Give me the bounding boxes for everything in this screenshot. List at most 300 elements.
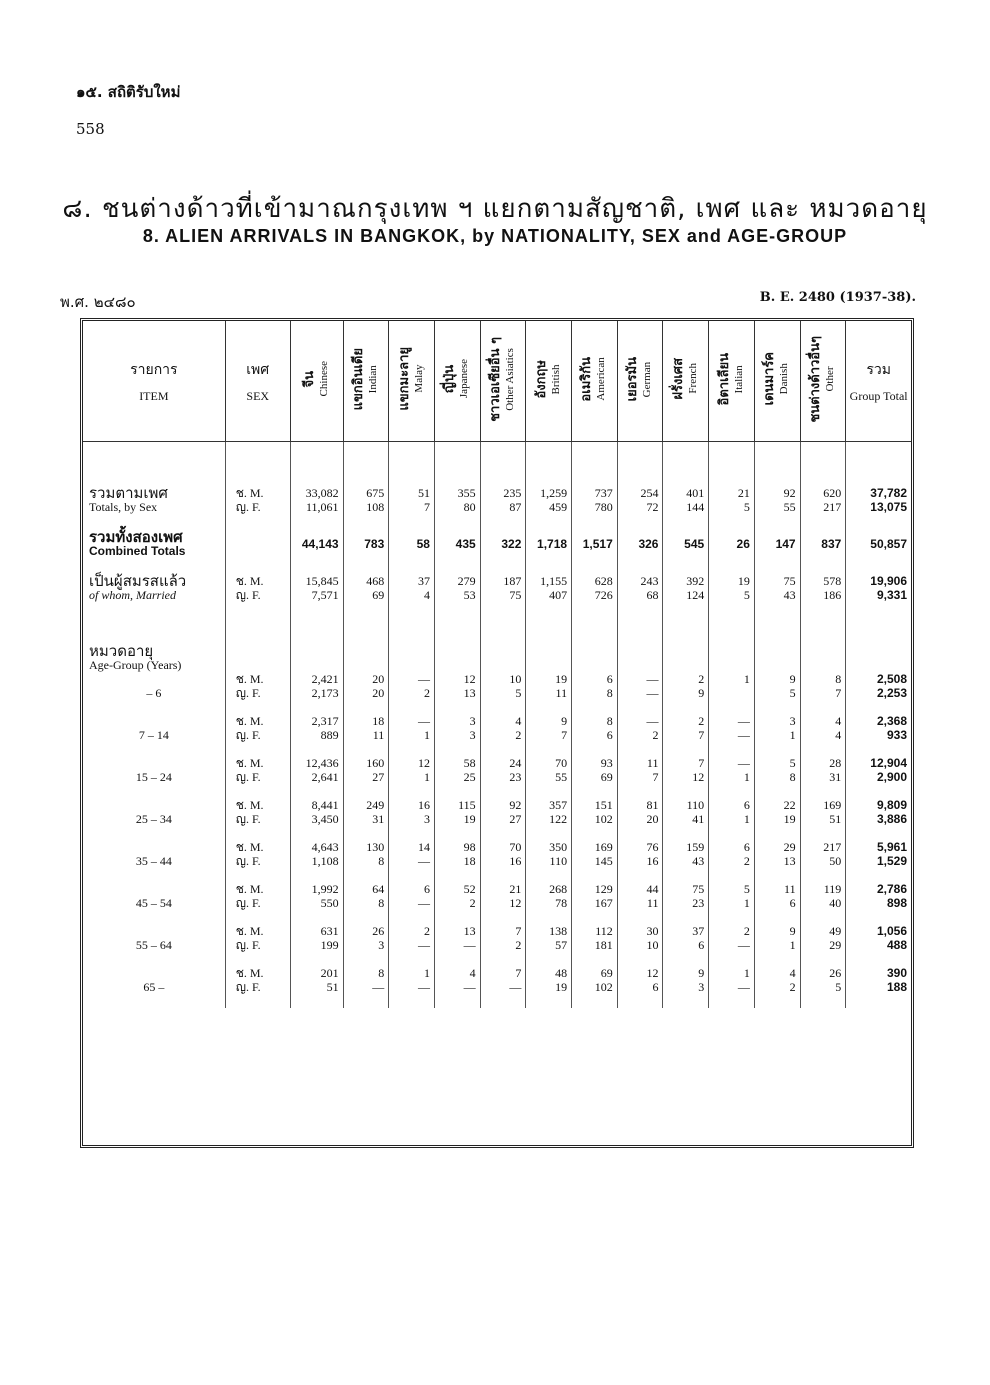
spacer-cell — [480, 442, 526, 487]
table-cell: 1,517 — [572, 514, 618, 574]
row-total-cell: 1,529 — [876, 854, 907, 868]
table-cell: 7 — [617, 770, 663, 798]
table-cell: 8 — [572, 686, 618, 714]
table-cell: 3 — [434, 728, 480, 756]
totals-label-en: Totals, by Sex — [89, 500, 158, 514]
combined-row — [83, 514, 911, 574]
table-cell: 1,718 — [526, 514, 572, 574]
table-cell: 110 — [526, 854, 572, 882]
table-cell: 13 — [434, 686, 480, 714]
table-cell: 7 — [480, 966, 526, 980]
table-cell: 80 — [434, 500, 480, 514]
table-cell: 2,421 — [290, 672, 343, 686]
table-cell: 21 — [480, 882, 526, 896]
table-cell: — — [617, 672, 663, 686]
table-cell: 23 — [663, 896, 709, 924]
spacer-cell — [290, 442, 343, 487]
col-header-danish — [754, 321, 800, 442]
age-group-range: 15 – 24 — [83, 756, 225, 798]
table-cell: 9 — [526, 714, 572, 728]
spacer-cell — [846, 602, 911, 672]
table-title-english: 8. ALIEN ARRIVALS IN BANGKOK, by NATIONALITY, SEX and AGE-GROUP — [142, 226, 848, 246]
married-row-male — [83, 574, 911, 588]
table-cell: 889 — [290, 728, 343, 756]
table-cell: 58 — [389, 514, 435, 574]
col-japanese-th: ญี่ปุ่น — [442, 364, 458, 394]
row-total-cell: 390 — [886, 966, 907, 980]
table-cell: 322 — [480, 514, 526, 574]
table-cell: — — [480, 980, 526, 1008]
table-cell: 1 — [709, 770, 755, 798]
table-cell: — — [617, 714, 663, 728]
table-body — [83, 442, 911, 1009]
table-cell: 15,845 — [290, 574, 343, 588]
table-cell: 37 — [663, 924, 709, 938]
col-german-en: German — [641, 361, 654, 397]
col-header-british — [526, 321, 572, 442]
table-cell: 18 — [434, 854, 480, 882]
table-cell: 129 — [572, 882, 618, 896]
row-total-cell: 19,906 — [870, 574, 907, 588]
age-row-male — [83, 882, 911, 896]
table-cell: 108 — [343, 500, 389, 514]
table-cell: 3 — [434, 714, 480, 728]
table-cell: 1,259 — [526, 486, 572, 500]
table-cell: 70 — [480, 840, 526, 854]
table-cell: 4 — [434, 966, 480, 980]
col-other-en: Other — [823, 366, 836, 392]
table-cell: 102 — [572, 980, 618, 1008]
col-total-th: รวม — [866, 361, 891, 378]
row-total-cell: 2,900 — [876, 770, 907, 784]
table-cell: 110 — [663, 798, 709, 812]
table-title-thai: ๘. ชนต่างด้าวที่เข้ามาณกรุงเทพ ฯ แยกตามสัญชาติ, เพศ และ หมวดอายุ — [62, 194, 928, 224]
table-cell: 2 — [709, 854, 755, 882]
table-cell: 43 — [663, 854, 709, 882]
combined-label-th: รวมทั้งสองเพศ — [89, 528, 183, 546]
table-cell: 43 — [754, 588, 800, 602]
spacer-row — [83, 442, 911, 487]
table-cell: 11,061 — [290, 500, 343, 514]
row-total-cell: 13,075 — [870, 500, 907, 514]
col-header-german — [617, 321, 663, 442]
table-cell: 18 — [343, 714, 389, 728]
sex-label-female: ญ. F. — [225, 812, 290, 840]
col-sex-en: SEX — [246, 388, 270, 403]
table-cell: 726 — [572, 588, 618, 602]
age-row-male — [83, 840, 911, 854]
table-cell: 69 — [572, 770, 618, 798]
table-cell: 81 — [617, 798, 663, 812]
sex-label-male: ช. M. — [225, 840, 290, 854]
table-cell: 55 — [754, 500, 800, 514]
year-thai: พ.ศ. ๒๔๘๐ — [60, 293, 136, 311]
spacer-cell — [434, 602, 480, 672]
table-cell: 1 — [709, 812, 755, 840]
row-total-cell: 37,782 — [870, 486, 907, 500]
table-cell: — — [389, 896, 435, 924]
data-table-frame — [80, 318, 914, 1148]
sex-label-male: ช. M. — [225, 574, 290, 588]
table-cell: 7 — [480, 924, 526, 938]
table-cell: 12 — [480, 896, 526, 924]
table-cell: 44,143 — [290, 514, 343, 574]
col-german-th: เยอรมัน — [625, 356, 641, 402]
table-cell: 235 — [480, 486, 526, 500]
table-cell: 30 — [617, 924, 663, 938]
table-cell: 20 — [617, 812, 663, 840]
col-total-en: Group Total — [849, 388, 908, 403]
married-label — [83, 574, 225, 602]
table-cell: 5 — [709, 500, 755, 514]
spacer-cell — [800, 602, 846, 672]
spacer-cell — [434, 442, 480, 487]
table-cell: 11 — [754, 882, 800, 896]
table-cell: 628 — [572, 574, 618, 588]
table-cell: 7 — [389, 500, 435, 514]
combined-label-en: Combined Totals — [89, 544, 186, 558]
sex-label-male: ช. M. — [225, 924, 290, 938]
table-cell: 3 — [754, 714, 800, 728]
table-cell: 12 — [663, 770, 709, 798]
col-chinese-en: Chinese — [317, 361, 330, 397]
row-total-cell: 933 — [886, 728, 907, 742]
spacer-cell — [290, 602, 343, 672]
table-cell: — — [389, 980, 435, 1008]
col-danish-en: Danish — [778, 363, 791, 395]
table-cell: 2 — [434, 896, 480, 924]
row-total-cell: 2,786 — [876, 882, 907, 896]
table-cell: 52 — [434, 882, 480, 896]
table-cell: 138 — [526, 924, 572, 938]
table-cell: 2 — [389, 686, 435, 714]
table-cell: 11 — [343, 728, 389, 756]
age-group-range: 45 – 54 — [83, 882, 225, 924]
table-cell: 57 — [526, 938, 572, 966]
row-total-cell: 9,331 — [876, 588, 907, 602]
col-other-th: ชนต่างด้าวอื่นๆ — [807, 335, 823, 423]
table-cell: 201 — [290, 966, 343, 980]
sex-label-female: ญ. F. — [225, 938, 290, 966]
table-cell: 27 — [480, 812, 526, 840]
table-cell: 392 — [663, 574, 709, 588]
table-cell: 254 — [617, 486, 663, 500]
table-cell: 1,108 — [290, 854, 343, 882]
spacer-cell — [572, 602, 618, 672]
married-label-th: เป็นผู้สมรสแล้ว — [89, 572, 187, 590]
sex-label-male: ช. M. — [225, 798, 290, 812]
age-group-range: 25 – 34 — [83, 798, 225, 840]
table-cell: 1 — [709, 896, 755, 924]
table-cell: 1 — [754, 938, 800, 966]
table-cell: 23 — [480, 770, 526, 798]
table-cell: 68 — [617, 588, 663, 602]
table-cell: 8 — [343, 966, 389, 980]
table-cell: — — [709, 728, 755, 756]
table-cell: 24 — [480, 756, 526, 770]
table-cell: 28 — [800, 756, 846, 770]
table-cell: 357 — [526, 798, 572, 812]
age-group-header-row — [83, 602, 911, 672]
row-total-cell: 12,904 — [870, 756, 907, 770]
table-cell: 4 — [800, 714, 846, 728]
table-cell: 8 — [572, 714, 618, 728]
table-cell: 1 — [709, 672, 755, 686]
sex-label-female: ญ. F. — [225, 896, 290, 924]
col-malay-en: Malay — [412, 364, 425, 394]
table-cell: 12 — [389, 756, 435, 770]
col-header-italian — [709, 321, 755, 442]
spacer-cell — [663, 602, 709, 672]
table-cell: 14 — [389, 840, 435, 854]
sex-label-male: ช. M. — [225, 672, 290, 686]
table-cell: 29 — [754, 840, 800, 854]
table-cell: 3,450 — [290, 812, 343, 840]
age-group-label — [83, 602, 225, 672]
table-cell: 122 — [526, 812, 572, 840]
col-malay-th: แขกมะลายู — [396, 347, 412, 411]
table-cell: 6 — [754, 896, 800, 924]
table-cell: 550 — [290, 896, 343, 924]
table-cell: 13 — [754, 854, 800, 882]
table-cell: 186 — [800, 588, 846, 602]
age-row-male — [83, 924, 911, 938]
table-cell: 4 — [800, 728, 846, 756]
col-american-th: อเมริกัน — [579, 356, 595, 402]
table-cell: 7 — [663, 728, 709, 756]
table-cell: 19 — [754, 812, 800, 840]
table-cell: 2,173 — [290, 686, 343, 714]
table-cell: 10 — [617, 938, 663, 966]
row-total-cell: 188 — [886, 980, 907, 994]
table-cell — [709, 686, 755, 714]
spacer-cell — [800, 442, 846, 487]
table-cell: 545 — [663, 514, 709, 574]
col-british-th: อังกฤษ — [533, 359, 549, 399]
table-cell: 12 — [617, 966, 663, 980]
col-item-en: ITEM — [139, 388, 169, 403]
table-cell: 145 — [572, 854, 618, 882]
table-cell: 468 — [343, 574, 389, 588]
page-number: 558 — [76, 120, 105, 138]
age-group-label-en: Age-Group (Years) — [89, 658, 182, 672]
table-cell: 26 — [709, 514, 755, 574]
table-cell: 2 — [709, 924, 755, 938]
table-cell: 1 — [389, 728, 435, 756]
table-cell: 31 — [800, 770, 846, 798]
age-group-range: 65 – — [83, 966, 225, 1008]
table-cell: 144 — [663, 500, 709, 514]
age-row-male — [83, 798, 911, 812]
col-japanese-en: Japanese — [458, 359, 471, 399]
table-cell: 401 — [663, 486, 709, 500]
table-cell: 6 — [572, 672, 618, 686]
table-cell: 4 — [480, 714, 526, 728]
table-cell: 620 — [800, 486, 846, 500]
table-cell: 26 — [800, 966, 846, 980]
table-cell: 2 — [480, 938, 526, 966]
table-cell: 25 — [434, 770, 480, 798]
table-cell: — — [343, 980, 389, 1008]
col-header-other-asiatics — [480, 321, 526, 442]
row-total-cell: 1,056 — [876, 924, 907, 938]
table-cell: 181 — [572, 938, 618, 966]
table-cell: 326 — [617, 514, 663, 574]
sex-label-male: ช. M. — [225, 756, 290, 770]
table-cell: 675 — [343, 486, 389, 500]
col-danish-th: เดนมาร์ค — [762, 352, 778, 406]
table-cell: 87 — [480, 500, 526, 514]
table-cell: 2 — [617, 728, 663, 756]
table-cell: — — [709, 756, 755, 770]
table-cell: 19 — [434, 812, 480, 840]
col-header-american — [572, 321, 618, 442]
sex-label-female: ญ. F. — [225, 686, 290, 714]
spacer-cell — [617, 602, 663, 672]
table-cell: 217 — [800, 500, 846, 514]
table-cell: 50 — [800, 854, 846, 882]
table-cell: 29 — [800, 938, 846, 966]
table-cell: 69 — [572, 966, 618, 980]
table-cell: 780 — [572, 500, 618, 514]
table-cell: 72 — [617, 500, 663, 514]
table-cell: 2 — [480, 728, 526, 756]
table-cell: 7,571 — [290, 588, 343, 602]
sex-label-male: ช. M. — [225, 966, 290, 980]
sex-label-female: ญ. F. — [225, 588, 290, 602]
col-american-en: American — [595, 357, 608, 401]
table-cell: 6 — [663, 938, 709, 966]
table-cell: 435 — [434, 514, 480, 574]
table-cell: 16 — [389, 798, 435, 812]
table-cell: 837 — [800, 514, 846, 574]
table-cell: 6 — [572, 728, 618, 756]
table-cell: 151 — [572, 798, 618, 812]
table-cell: 20 — [343, 686, 389, 714]
table-cell: 4 — [389, 588, 435, 602]
sex-label-female: ญ. F. — [225, 854, 290, 882]
table-cell: 9 — [663, 686, 709, 714]
row-total-cell: 9,809 — [876, 798, 907, 812]
table-cell: 350 — [526, 840, 572, 854]
col-sex-th: เพศ — [246, 361, 270, 378]
table-cell: 249 — [343, 798, 389, 812]
table-cell: 783 — [343, 514, 389, 574]
totals-row-male — [83, 486, 911, 500]
table-cell: 2 — [663, 714, 709, 728]
table-cell: 5 — [800, 980, 846, 1008]
age-row-male — [83, 672, 911, 686]
table-cell: 8,441 — [290, 798, 343, 812]
row-total-cell: 898 — [886, 896, 907, 910]
col-other-asiatics-en: Other Asiatics — [504, 347, 517, 411]
table-cell: 102 — [572, 812, 618, 840]
table-cell: 2,641 — [290, 770, 343, 798]
table-cell: 10 — [480, 672, 526, 686]
age-group-range: 55 – 64 — [83, 924, 225, 966]
table-cell: 19 — [526, 672, 572, 686]
section-header: ๑๕. สถิติรับใหม่ — [76, 83, 181, 101]
col-header-chinese — [290, 321, 343, 442]
table-cell: — — [434, 980, 480, 1008]
table-cell: 7 — [663, 756, 709, 770]
col-french-en: French — [686, 363, 699, 395]
table-cell: 8 — [343, 854, 389, 882]
table-cell: 64 — [343, 882, 389, 896]
table-cell: 124 — [663, 588, 709, 602]
table-cell: 199 — [290, 938, 343, 966]
col-header-malay — [389, 321, 435, 442]
table-cell: 3 — [343, 938, 389, 966]
table-cell: 3 — [389, 812, 435, 840]
age-group-range: – 6 — [83, 672, 225, 714]
header-row — [83, 321, 911, 442]
row-total-cell: 3,886 — [876, 812, 907, 826]
table-cell: 31 — [343, 812, 389, 840]
table-cell: 8 — [754, 770, 800, 798]
age-group-label-th: หมวดอายุ — [89, 642, 154, 660]
table-cell: — — [389, 938, 435, 966]
table-cell: 6 — [389, 882, 435, 896]
table-cell: 147 — [754, 514, 800, 574]
spacer-cell — [526, 442, 572, 487]
spacer-cell — [572, 442, 618, 487]
table-cell: 11 — [617, 896, 663, 924]
col-chinese-th: จีน — [301, 370, 317, 388]
table-cell: 4,643 — [290, 840, 343, 854]
row-total-cell: 2,368 — [876, 714, 907, 728]
sex-label-male: ช. M. — [225, 714, 290, 728]
col-header-item — [83, 321, 225, 442]
table-cell: 5 — [754, 686, 800, 714]
table-cell: 48 — [526, 966, 572, 980]
table-cell: 130 — [343, 840, 389, 854]
spacer-cell — [389, 442, 435, 487]
table-cell: 93 — [572, 756, 618, 770]
table-cell: 22 — [754, 798, 800, 812]
col-italian-th: อิตาเลียน — [716, 352, 732, 406]
table-cell: 26 — [343, 924, 389, 938]
table-cell: 98 — [434, 840, 480, 854]
row-total-cell: 50,857 — [870, 537, 907, 551]
table-cell: 8 — [800, 672, 846, 686]
table-cell: 2 — [754, 980, 800, 1008]
spacer-cell — [754, 602, 800, 672]
sex-empty — [225, 514, 290, 574]
table-cell: 217 — [800, 840, 846, 854]
col-indian-th: แขกอินเดีย — [350, 347, 366, 411]
table-cell: 11 — [617, 756, 663, 770]
table-cell: 2 — [663, 672, 709, 686]
table-cell: 8 — [343, 896, 389, 924]
row-total-cell: 5,961 — [876, 840, 907, 854]
table-cell: 21 — [709, 486, 755, 500]
age-row-male — [83, 756, 911, 770]
spacer-cell — [663, 442, 709, 487]
totals-label-th: รวมตามเพศ — [89, 484, 168, 502]
table-cell: — — [709, 714, 755, 728]
table-cell: 13 — [434, 924, 480, 938]
col-header-other — [800, 321, 846, 442]
table-cell: 20 — [343, 672, 389, 686]
table-cell: 1 — [389, 966, 435, 980]
row-total-cell: 2,508 — [876, 672, 907, 686]
table-cell: 737 — [572, 486, 618, 500]
table-cell: 7 — [800, 686, 846, 714]
col-item-th: รายการ — [130, 361, 178, 378]
table-cell: 3 — [663, 980, 709, 1008]
table-cell: 41 — [663, 812, 709, 840]
